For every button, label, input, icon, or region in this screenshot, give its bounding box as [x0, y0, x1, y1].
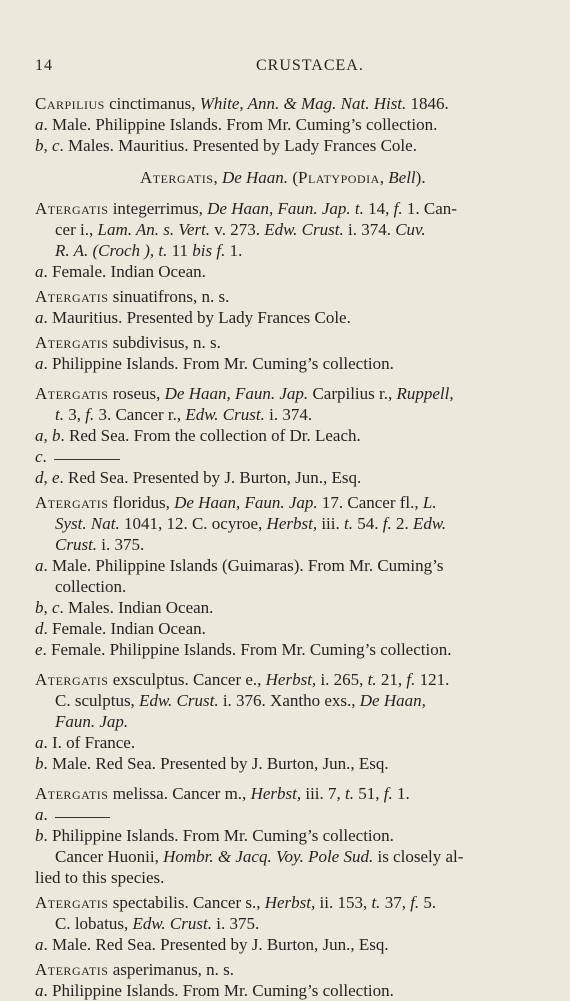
text-run: ,: [213, 168, 222, 187]
italic-text: a: [35, 262, 44, 281]
italic-text: a: [35, 426, 44, 445]
text-run: ii. 153,: [315, 893, 372, 912]
specimen-line: [35, 115, 437, 135]
text-run: i. 374.: [343, 220, 396, 239]
text-run: Cancer Huonii,: [55, 847, 164, 866]
italic-text: Hombr. & Jacq. Voy. Pole Sud.: [163, 847, 374, 866]
text-run: melissa. Cancer m.,: [108, 784, 251, 803]
text-run: . Males. Indian Ocean.: [59, 598, 214, 617]
text-run: (: [288, 168, 298, 187]
text-run: .: [42, 447, 47, 466]
specimen-line: [35, 468, 361, 488]
italic-text: Cuv.: [395, 220, 426, 239]
genus-name: Atergatis: [35, 199, 109, 218]
text-run: i. 376. Xantho exs.,: [218, 691, 360, 710]
italic-text: Syst. Nat.: [55, 514, 120, 533]
italic-text: De Haan,: [359, 691, 426, 710]
text-run: lied to this species.: [35, 868, 165, 887]
specimen-line: [35, 640, 451, 660]
text-run: C. sculptus,: [55, 691, 140, 710]
text-run: 11: [167, 241, 193, 260]
text-run: 21,: [376, 670, 407, 689]
text-run: collection.: [55, 577, 127, 596]
italic-text: Herbst,: [264, 893, 316, 912]
italic-text: Herbst,: [266, 514, 318, 533]
specimen-line: [55, 914, 259, 934]
specimen-line: [35, 981, 394, 1001]
text-run: subdivisus, n. s.: [108, 333, 221, 352]
text-run: i. 375.: [97, 535, 145, 554]
text-run: ,: [379, 168, 389, 187]
species-heading: [140, 168, 426, 188]
italic-text: f.: [406, 670, 416, 689]
italic-text: a: [35, 115, 44, 134]
specimen-line: [55, 712, 128, 732]
genus-name: Atergatis: [35, 333, 109, 352]
italic-text: e: [52, 468, 60, 487]
text-run: . Red Sea. Presented by J. Burton, Jun., Esq.: [59, 468, 362, 487]
specimen-line: [35, 354, 394, 374]
italic-text: f.: [383, 784, 393, 803]
genus-name: Atergatis: [140, 168, 214, 187]
species-heading: [35, 384, 454, 404]
species-heading: [35, 94, 449, 114]
species-heading: [35, 893, 436, 913]
specimen-line: [35, 805, 48, 825]
text-run: C. lobatus,: [55, 914, 133, 933]
italic-text: t.: [345, 784, 354, 803]
text-run: . Male. Red Sea. Presented by J. Burton, Jun., Esq.: [43, 754, 389, 773]
specimen-line: [35, 733, 135, 753]
specimen-line: [55, 691, 426, 711]
italic-text: a: [35, 556, 44, 575]
text-run: 1.: [392, 784, 410, 803]
italic-text: Ruppell,: [396, 384, 454, 403]
italic-text: c: [52, 136, 60, 155]
italic-text: c: [35, 447, 43, 466]
text-run: . Philippine Islands. From Mr. Cuming’s collection.: [43, 354, 394, 373]
genus-name: Carpilius: [35, 94, 105, 113]
italic-text: Herbst,: [265, 670, 317, 689]
italic-text: Lam. An. s. Vert.: [97, 220, 211, 239]
italic-text: Crust.: [55, 535, 98, 554]
italic-text: b: [35, 136, 44, 155]
italic-text: a: [35, 935, 44, 954]
italic-text: Bell: [388, 168, 416, 187]
text-run: v. 273.: [210, 220, 265, 239]
text-run: spectabilis. Cancer s.,: [108, 893, 265, 912]
text-run: cinctimanus,: [104, 94, 200, 113]
genus-name: Atergatis: [35, 384, 109, 403]
text-run: floridus,: [108, 493, 175, 512]
italic-text: b: [35, 754, 44, 773]
italic-text: b: [35, 598, 44, 617]
specimen-line: [35, 447, 47, 467]
text-run: 1846.: [406, 94, 449, 113]
italic-text: b: [35, 826, 44, 845]
italic-text: De Haan, Faun. Jap.: [164, 384, 309, 403]
genus-name: Atergatis: [35, 670, 109, 689]
text-run: cer i.,: [55, 220, 98, 239]
text-run: 3. Cancer r.,: [94, 405, 186, 424]
species-heading: [35, 333, 221, 353]
species-heading: [35, 960, 234, 980]
running-title: CRUSTACEA.: [256, 57, 364, 74]
text-run: ,: [43, 468, 52, 487]
specimen-line: [35, 262, 206, 282]
text-run: exsculptus. Cancer e.,: [108, 670, 266, 689]
specimen-line: [35, 598, 213, 618]
italic-text: f.: [393, 199, 403, 218]
specimen-line: [55, 514, 446, 534]
genus-name: Atergatis: [35, 493, 109, 512]
text-run: . Mauritius. Presented by Lady Frances Cole.: [43, 308, 351, 327]
italic-text: t.: [55, 405, 64, 424]
italic-text: a: [35, 733, 44, 752]
italic-text: b: [52, 426, 61, 445]
text-run: . Female. Indian Ocean.: [43, 619, 206, 638]
italic-text: e: [35, 640, 43, 659]
italic-text: Faun. Jap.: [55, 712, 129, 731]
text-run: . Males. Mauritius. Presented by Lady Frances Cole.: [59, 136, 417, 155]
text-run: ).: [415, 168, 426, 187]
genus-name: Atergatis: [35, 960, 109, 979]
italic-text: t.: [367, 670, 377, 689]
species-heading: [35, 199, 457, 219]
italic-text: De Haan, Faun. Jap.: [174, 493, 318, 512]
text-run: . Female. Indian Ocean.: [43, 262, 206, 281]
italic-text: Edw. Crust.: [185, 405, 265, 424]
text-run: ,: [43, 136, 52, 155]
italic-text: f.: [85, 405, 95, 424]
text-run: . I. of France.: [43, 733, 136, 752]
italic-text: L.: [422, 493, 437, 512]
text-run: 3,: [63, 405, 86, 424]
italic-text: Edw.: [412, 514, 447, 533]
italic-text: f.: [410, 893, 420, 912]
text-run: integerrimus,: [108, 199, 208, 218]
text-run: 121.: [415, 670, 450, 689]
dash-rule: [54, 459, 120, 460]
species-heading: [35, 493, 437, 513]
text-run: 1041, 12. C. ocyroe,: [119, 514, 267, 533]
italic-text: c: [52, 598, 60, 617]
italic-text: R. A. (Croch ), t.: [55, 241, 168, 260]
text-run: . Philippine Islands. From Mr. Cuming’s collection.: [43, 826, 394, 845]
specimen-line: [35, 308, 351, 328]
specimen-line: [55, 535, 144, 555]
text-run: ,: [43, 426, 52, 445]
text-run: . Female. Philippine Islands. From Mr. Cuming’s collection.: [42, 640, 452, 659]
text-run: 37,: [380, 893, 411, 912]
text-run: ,: [43, 598, 52, 617]
italic-text: t.: [371, 893, 381, 912]
genus-name: Platypodia: [297, 168, 380, 187]
text-run: sinuatifrons, n. s.: [108, 287, 230, 306]
text-run: i. 265,: [316, 670, 368, 689]
italic-text: Edw. Crust.: [264, 220, 344, 239]
species-heading: [35, 670, 449, 690]
text-run: asperimanus, n. s.: [108, 960, 235, 979]
text-run: 14,: [363, 199, 394, 218]
text-run: . Red Sea. From the collection of Dr. Leach.: [60, 426, 361, 445]
italic-text: bis f.: [192, 241, 226, 260]
italic-text: a: [35, 981, 44, 1000]
text-run: 1. Can-: [402, 199, 457, 218]
text-run: 51,: [354, 784, 384, 803]
specimen-line: [55, 220, 426, 240]
text-run: . Philippine Islands. From Mr. Cuming’s collection.: [43, 981, 394, 1000]
italic-text: a: [35, 354, 44, 373]
text-run: 54.: [352, 514, 383, 533]
italic-text: De Haan.: [221, 168, 289, 187]
text-run: iii. 7,: [301, 784, 346, 803]
text-run: is closely al-: [373, 847, 464, 866]
text-run: . Male. Philippine Islands (Guimaras). From Mr. Cuming’s: [43, 556, 444, 575]
text-run: roseus,: [108, 384, 165, 403]
specimen-line: [35, 868, 164, 888]
genus-name: Atergatis: [35, 287, 109, 306]
species-heading: [35, 784, 410, 804]
italic-text: t.: [344, 514, 353, 533]
italic-text: De Haan, Faun. Jap. t.: [207, 199, 364, 218]
italic-text: d: [35, 468, 44, 487]
italic-text: a: [35, 308, 44, 327]
specimen-line: [35, 826, 394, 846]
text-run: iii.: [317, 514, 344, 533]
specimen-line: [55, 577, 126, 597]
specimen-line: [35, 619, 206, 639]
text-run: 2.: [391, 514, 413, 533]
dash-rule: [55, 817, 110, 818]
text-run: .: [43, 805, 48, 824]
specimen-line: [35, 754, 389, 774]
page-number: 14: [35, 57, 53, 74]
specimen-line: [55, 405, 312, 425]
italic-text: a: [35, 805, 44, 824]
text-run: i. 375.: [211, 914, 260, 933]
text-run: . Male. Red Sea. Presented by J. Burton, Jun., Esq.: [43, 935, 389, 954]
text-run: Carpilius r.,: [308, 384, 397, 403]
text-run: . Male. Philippine Islands. From Mr. Cuming’s collection.: [43, 115, 438, 134]
specimen-line: [35, 136, 417, 156]
italic-text: White, Ann. & Mag. Nat. Hist.: [199, 94, 407, 113]
genus-name: Atergatis: [35, 893, 109, 912]
text-run: 5.: [419, 893, 437, 912]
italic-text: Edw. Crust.: [139, 691, 219, 710]
specimen-line: [35, 935, 389, 955]
specimen-line: [55, 241, 242, 261]
italic-text: Edw. Crust.: [132, 914, 212, 933]
text-run: 17. Cancer fl.,: [317, 493, 423, 512]
specimen-line: [55, 847, 463, 867]
specimen-line: [35, 556, 443, 576]
genus-name: Atergatis: [35, 784, 109, 803]
italic-text: Herbst,: [250, 784, 302, 803]
species-heading: [35, 287, 229, 307]
specimen-line: [35, 426, 361, 446]
italic-text: d: [35, 619, 44, 638]
text-run: i. 374.: [264, 405, 313, 424]
text-run: 1.: [225, 241, 243, 260]
italic-text: f.: [382, 514, 392, 533]
